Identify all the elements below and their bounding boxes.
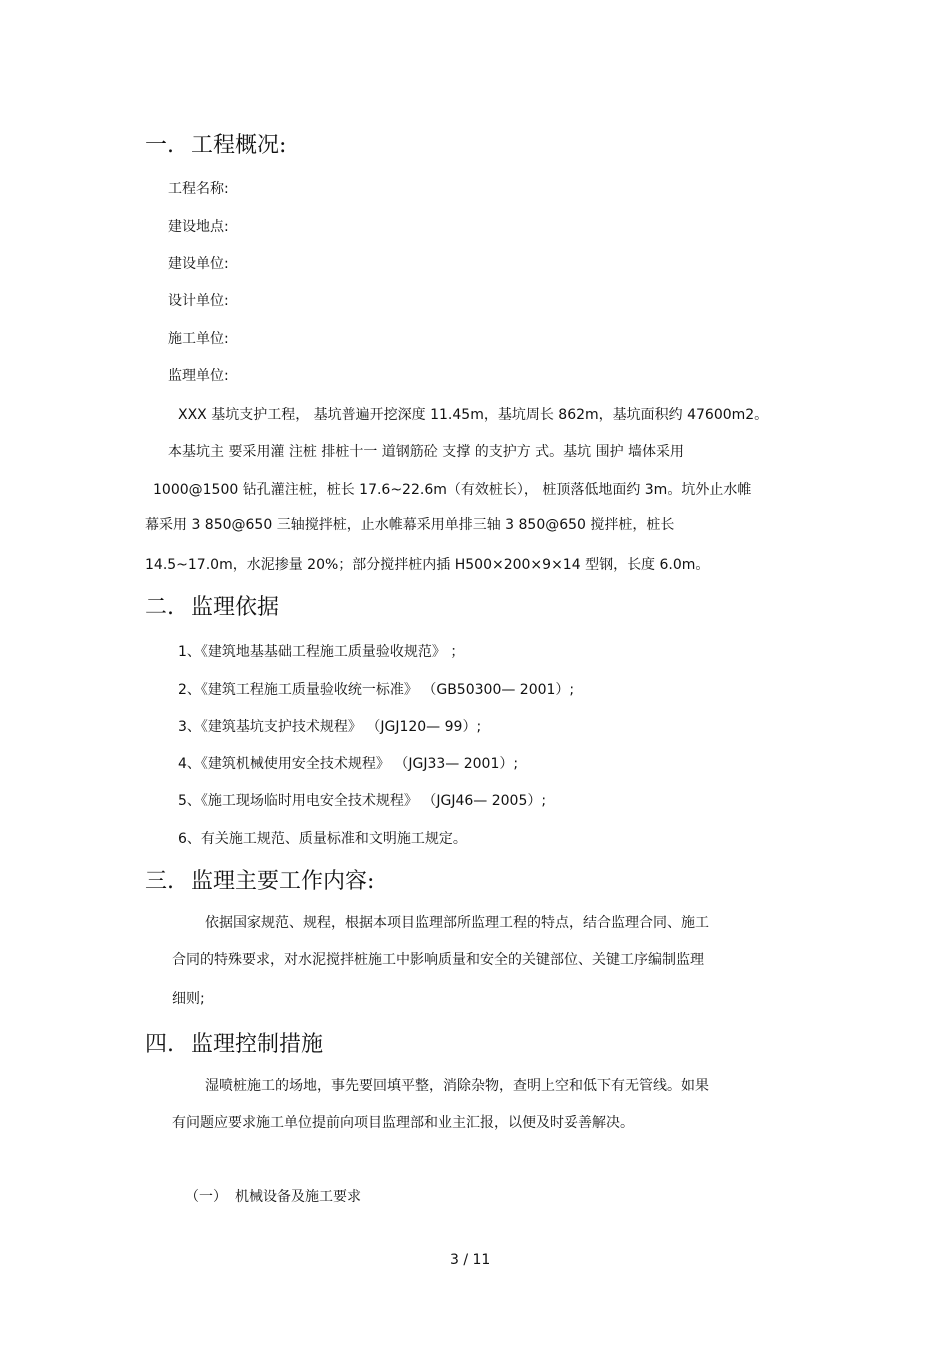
- basis-item-3: 3、《建筑基坑支护技术规程》 （JGJ120— 99）;: [178, 719, 482, 735]
- section-1-title: 工程概况:: [191, 133, 287, 158]
- section-1-heading: [145, 128, 286, 159]
- control-line-2: 有问题应要求施工单位提前向项目监理部和业主汇报，以便及时妥善解决。: [172, 1115, 634, 1131]
- basis-item-4: 4、《建筑机械使用安全技术规程》 （JGJ33— 2001）;: [178, 756, 519, 772]
- subsection-heading: [185, 1186, 361, 1206]
- field-owner-unit: 建设单位:: [168, 256, 229, 272]
- field-project-name: 工程名称:: [168, 181, 229, 197]
- section-4-heading: [145, 1027, 323, 1058]
- overview-line-1: XXX 基坑支护工程， 基坑普遍开挖深度 11.45m，基坑周长 862m，基坑面积约 47600m2。: [178, 407, 769, 423]
- basis-item-6: 6、有关施工规范、质量标准和文明施工规定。: [178, 831, 467, 847]
- section-2-title: 监理依据: [191, 595, 280, 620]
- overview-line-2: 本基坑主 要采用灌 注桩 排桩十一 道钢筋砼 支撑 的支护方 式。基坑 围护 墙体采用: [168, 444, 685, 460]
- section-3-title: 监理主要工作内容:: [191, 869, 375, 894]
- work-content-line-3: 细则;: [172, 991, 205, 1007]
- section-2-heading: [145, 590, 279, 621]
- overview-line-3: 1000@1500 钻孔灌注桩，桩长 17.6~22.6m（有效桩长）， 桩顶落低地面约 3m。坑外止水帷: [153, 482, 752, 498]
- basis-item-5: 5、《施工现场临时用电安全技术规程》 （JGJ46— 2005）;: [178, 793, 547, 809]
- work-content-line-2: 合同的特殊要求，对水泥搅拌桩施工中影响质量和安全的关键部位、关键工序编制监理: [172, 952, 704, 968]
- section-3-number: 三.: [145, 869, 174, 894]
- field-contractor-unit: 施工单位:: [168, 331, 229, 347]
- field-supervision-unit: 监理单位:: [168, 368, 229, 384]
- control-line-1: 湿喷桩施工的场地，事先要回填平整，消除杂物，查明上空和低下有无管线。如果: [205, 1078, 709, 1094]
- overview-line-4: 幕采用 3 850@650 三轴搅拌桩，止水帷幕采用单排三轴 3 850@650 搅拌桩，桩长: [145, 517, 675, 533]
- section-4-title: 监理控制措施: [191, 1032, 324, 1057]
- basis-item-1: 1、《建筑地基基础工程施工质量验收规范》 ；: [178, 644, 465, 660]
- overview-line-5: 14.5~17.0m，水泥掺量 20%；部分搅拌桩内插 H500×200×9×14 型钢，长度 6.0m。: [145, 557, 710, 573]
- work-content-line-1: 依据国家规范、规程，根据本项目监理部所监理工程的特点，结合监理合同、施工: [205, 915, 709, 931]
- field-construction-site: 建设地点:: [168, 219, 229, 235]
- basis-item-2: 2、《建筑工程施工质量验收统一标准》 （GB50300— 2001）;: [178, 682, 575, 698]
- subsection-title: 机械设备及施工要求: [235, 1189, 361, 1205]
- section-4-number: 四.: [145, 1032, 174, 1057]
- field-design-unit: 设计单位:: [168, 293, 229, 309]
- section-3-heading: [145, 864, 374, 895]
- section-1-number: 一.: [145, 133, 174, 158]
- section-2-number: 二.: [145, 595, 174, 620]
- page-number: 3 / 11: [450, 1252, 491, 1268]
- subsection-number: （一）: [185, 1189, 227, 1205]
